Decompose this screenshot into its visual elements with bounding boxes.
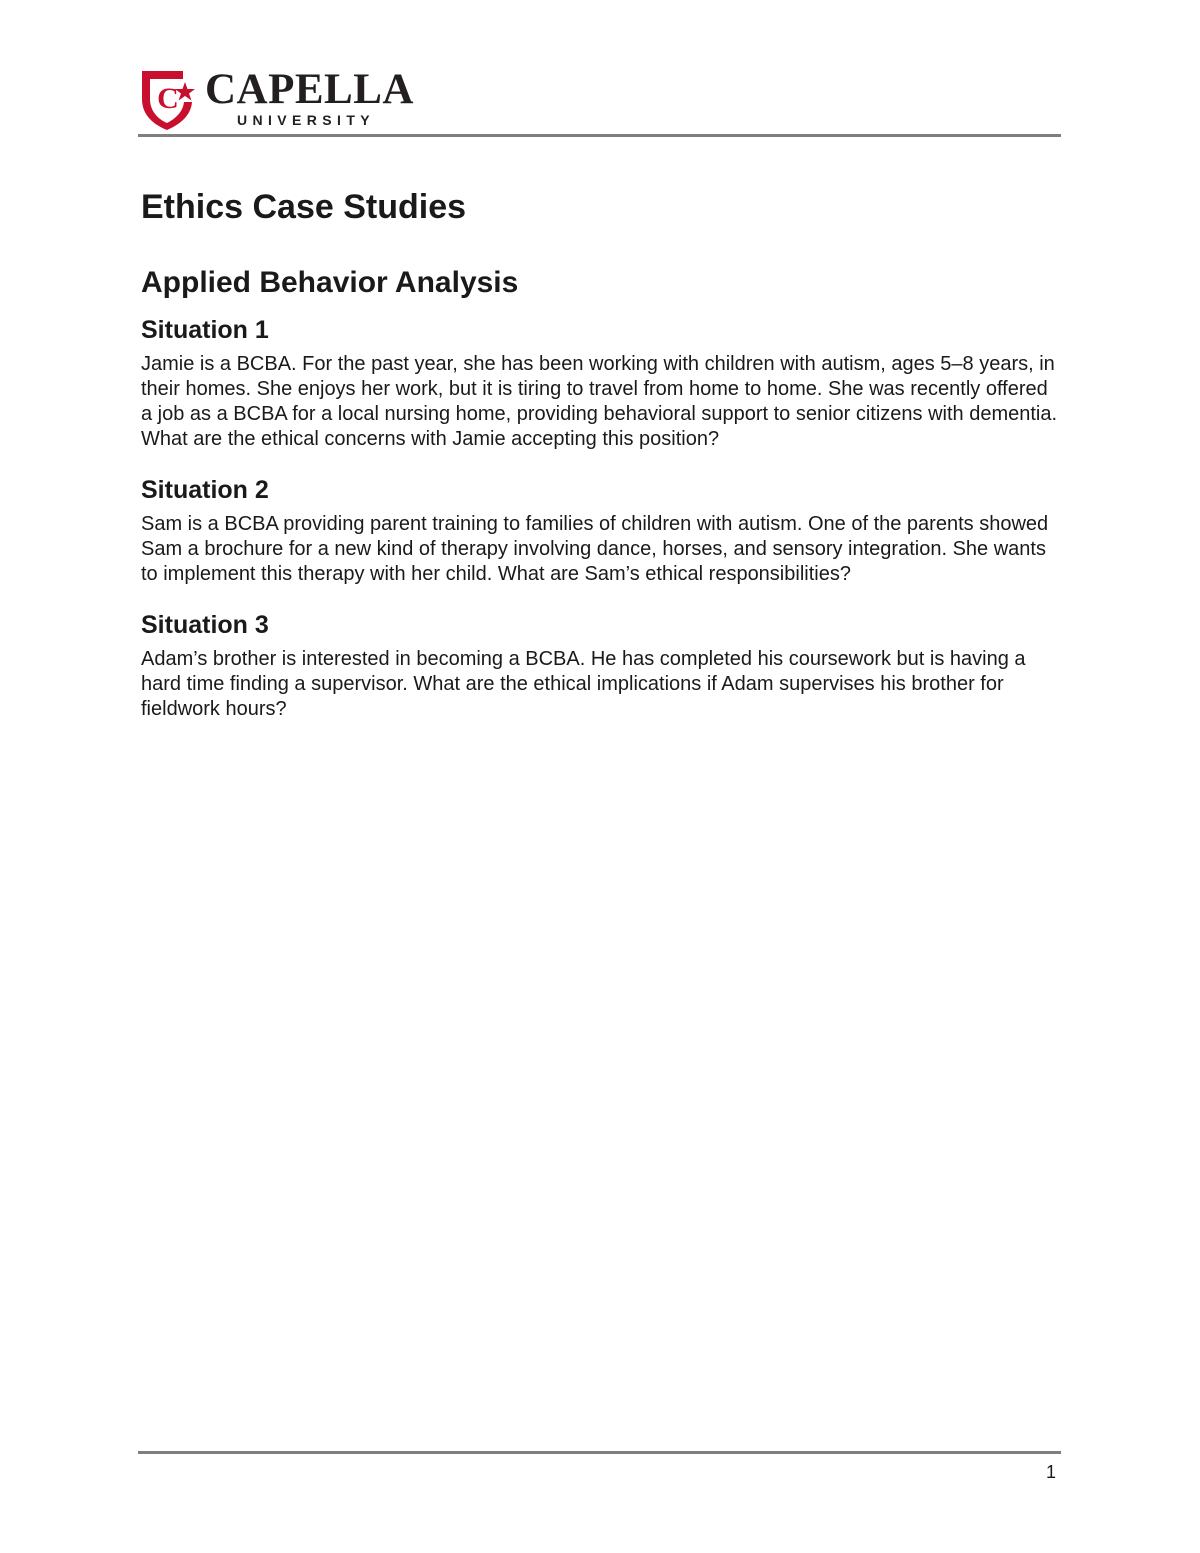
- header-divider: [138, 134, 1061, 137]
- situation-text: Adam’s brother is interested in becoming a BCBA. He has completed his coursework but is having a hard time finding a supervisor. What are the ethical implications if Adam supervises his brother for fieldwork hours?: [141, 648, 1026, 720]
- situation-2: [141, 474, 1061, 587]
- situation-3: [141, 609, 1061, 722]
- page-number: 1: [1045, 1462, 1056, 1482]
- document-title: Ethics Case Studies: [141, 188, 467, 226]
- logo-subtitle: UNIVERSITY: [237, 112, 376, 128]
- situation-text: Sam is a BCBA providing parent training to families of children with autism. One of the parents showed Sam a brochure for a new kind of therapy involving dance, horses, and sensory integration. She wants to implement this therapy with her child. What are Sam’s ethical responsibilities?: [141, 513, 1049, 585]
- logo-wordmark: CAPELLA: [205, 66, 414, 113]
- situation-heading: Situation 3: [141, 611, 269, 639]
- svg-text:C: C: [157, 82, 179, 115]
- situation-text: Jamie is a BCBA. For the past year, she has been working with children with autism, ages 5–8 years, in their homes. She enjoys her work, but it is tiring to travel from home to home. She was recently offered a job as a BCBA for a local nursing home, providing behavioral support to senior citizens with dementia. What are the ethical concerns with Jamie accepting this position?: [141, 353, 1058, 450]
- footer-divider: [138, 1451, 1061, 1454]
- shield-icon: [139, 68, 195, 132]
- capella-logo: [139, 68, 429, 132]
- situation-heading: Situation 2: [141, 476, 269, 504]
- document-body: [141, 186, 1061, 744]
- situation-1: [141, 314, 1061, 452]
- situation-heading: Situation 1: [141, 316, 269, 344]
- document-subtitle: Applied Behavior Analysis: [141, 266, 519, 299]
